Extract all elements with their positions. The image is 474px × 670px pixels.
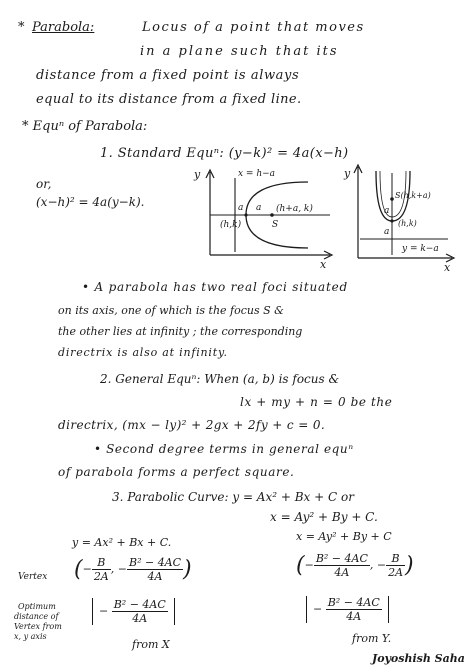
fig1-s-label: S: [272, 220, 279, 230]
general-equation-line-1: 2. General Equⁿ: When (a, b) is focus &: [100, 372, 340, 386]
left-vertex-b: B: [92, 556, 111, 570]
right-vertex-den: 4A: [334, 566, 350, 579]
fig2-directrix-label: y = k−a: [402, 244, 439, 254]
definition-line-3: distance from a fixed point is always: [36, 68, 300, 83]
standard-or: or,: [36, 177, 52, 191]
right-vertex-comma: , −: [369, 558, 387, 572]
right-vertex-open: (: [296, 553, 305, 578]
right-optimum-formula: [306, 596, 389, 623]
vertex-label: Vertex: [18, 572, 48, 582]
equation-heading: * Equⁿ of Parabola:: [22, 119, 148, 134]
fig1-x-label: x: [320, 258, 327, 270]
right-vertex-num: B² − 4AC: [315, 552, 368, 565]
right-vertex-x-fraction: [314, 552, 370, 579]
left-vertex-neg: −: [82, 562, 92, 576]
general-equation-line-3: directrix, (mx − ly)² + 2gx + 2fy + c = 0.: [58, 418, 326, 432]
general-equation-line-2: lx + my + n = 0 be the: [240, 395, 393, 409]
definition-line-2: in a plane such that its: [140, 44, 339, 59]
right-optimum-den: 4A: [346, 610, 362, 623]
right-from-y: from Y.: [352, 632, 392, 645]
bullet1-line-3: the other lies at infinity ; the corresponding: [58, 325, 303, 338]
fig2-vertex-point: [390, 219, 393, 222]
fig2-focus-point: [390, 197, 394, 201]
definition-star: *: [18, 20, 25, 35]
standard-equation: 1. Standard Equⁿ: (y−k)² = 4a(x−h): [100, 146, 349, 161]
fig1-vertex-point: [244, 213, 247, 216]
bullet1-line-1: • A parabola has two real foci situated: [82, 280, 348, 294]
optimum-label-2: distance of: [14, 612, 59, 621]
definition-line-1: Locus of a point that moves: [142, 20, 365, 35]
fig1-focus-point: [270, 213, 274, 217]
left-from-x: from X: [132, 638, 170, 651]
left-vertex-comma: , −: [110, 562, 127, 576]
left-optimum-abs: [92, 598, 175, 625]
left-optimum-num: B² − 4AC: [113, 598, 166, 611]
fig2-vertex-label: (h,k): [398, 219, 417, 228]
standard-alt-equation: (x−h)² = 4a(y−k).: [36, 195, 145, 209]
fig2-x-label: x: [444, 261, 451, 274]
fig2-y-label: y: [344, 167, 351, 180]
right-optimum-num: B² − 4AC: [327, 596, 380, 609]
fig2-a-lower: a: [384, 227, 390, 237]
right-vertex-formula: [296, 552, 414, 579]
left-vertex-close: ): [183, 557, 192, 582]
left-vertex-open: (: [74, 557, 83, 582]
bullet2-line-2: of parabola forms a perfect square.: [58, 465, 295, 479]
fig1-y-label: y: [194, 168, 201, 181]
left-equation: y = Ax² + Bx + C.: [72, 536, 172, 549]
figure-horizontal-parabola: [180, 160, 340, 270]
right-optimum-neg: −: [313, 602, 323, 616]
left-optimum-den: 4A: [132, 612, 148, 625]
optimum-label-1: Optimum: [18, 602, 56, 611]
figure-vertical-parabola: [340, 155, 460, 275]
right-optimum-abs: [306, 596, 389, 623]
fig1-a-left: a: [238, 203, 244, 213]
author-signature: Joyoshish Saha: [372, 652, 465, 665]
left-optimum-formula: [92, 598, 175, 625]
left-optimum-neg: −: [99, 604, 109, 618]
left-vertex-num: B² − 4AC: [128, 556, 182, 569]
bullet1-line-4: directrix is also at infinity.: [58, 346, 228, 359]
left-vertex-formula: [74, 556, 192, 583]
parabola-term: Parabola:: [32, 20, 95, 35]
left-vertex-x-fraction: [92, 556, 111, 583]
right-vertex-neg: −: [304, 558, 314, 572]
bullet2-line-1: • Second degree terms in general equⁿ: [94, 442, 354, 456]
right-equation: x = Ay² + By + C: [296, 530, 392, 543]
left-vertex-y-fraction: [127, 556, 183, 583]
right-optimum-fraction: [326, 596, 382, 623]
fig2-a-upper: a: [384, 206, 390, 216]
optimum-label-3: Vertex from: [14, 622, 62, 631]
fig1-focus-label: (h+a, k): [276, 204, 313, 214]
right-vertex-y-fraction: [386, 552, 405, 579]
right-vertex-b: B: [386, 552, 405, 566]
right-vertex-2a: 2A: [388, 566, 404, 579]
optimum-label-4: x, y axis: [14, 632, 47, 641]
fig1-directrix-label: x = h−a: [238, 169, 276, 179]
left-optimum-fraction: [112, 598, 168, 625]
fig1-a-right: a: [256, 203, 262, 213]
fig2-focus-label: S(h,k+a): [395, 191, 431, 200]
left-vertex-2a: 2A: [93, 570, 109, 583]
left-vertex-den: 4A: [147, 570, 163, 583]
bullet1-line-2: on its axis, one of which is the focus S &: [58, 304, 284, 317]
definition-line-4: equal to its distance from a fixed line.: [36, 92, 302, 107]
fig1-vertex-label: (h,k): [220, 220, 242, 230]
right-vertex-close: ): [405, 553, 414, 578]
parabolic-curve-heading: 3. Parabolic Curve: y = Ax² + Bx + C or: [112, 490, 354, 504]
parabolic-curve-alt: x = Ay² + By + C.: [270, 510, 378, 524]
